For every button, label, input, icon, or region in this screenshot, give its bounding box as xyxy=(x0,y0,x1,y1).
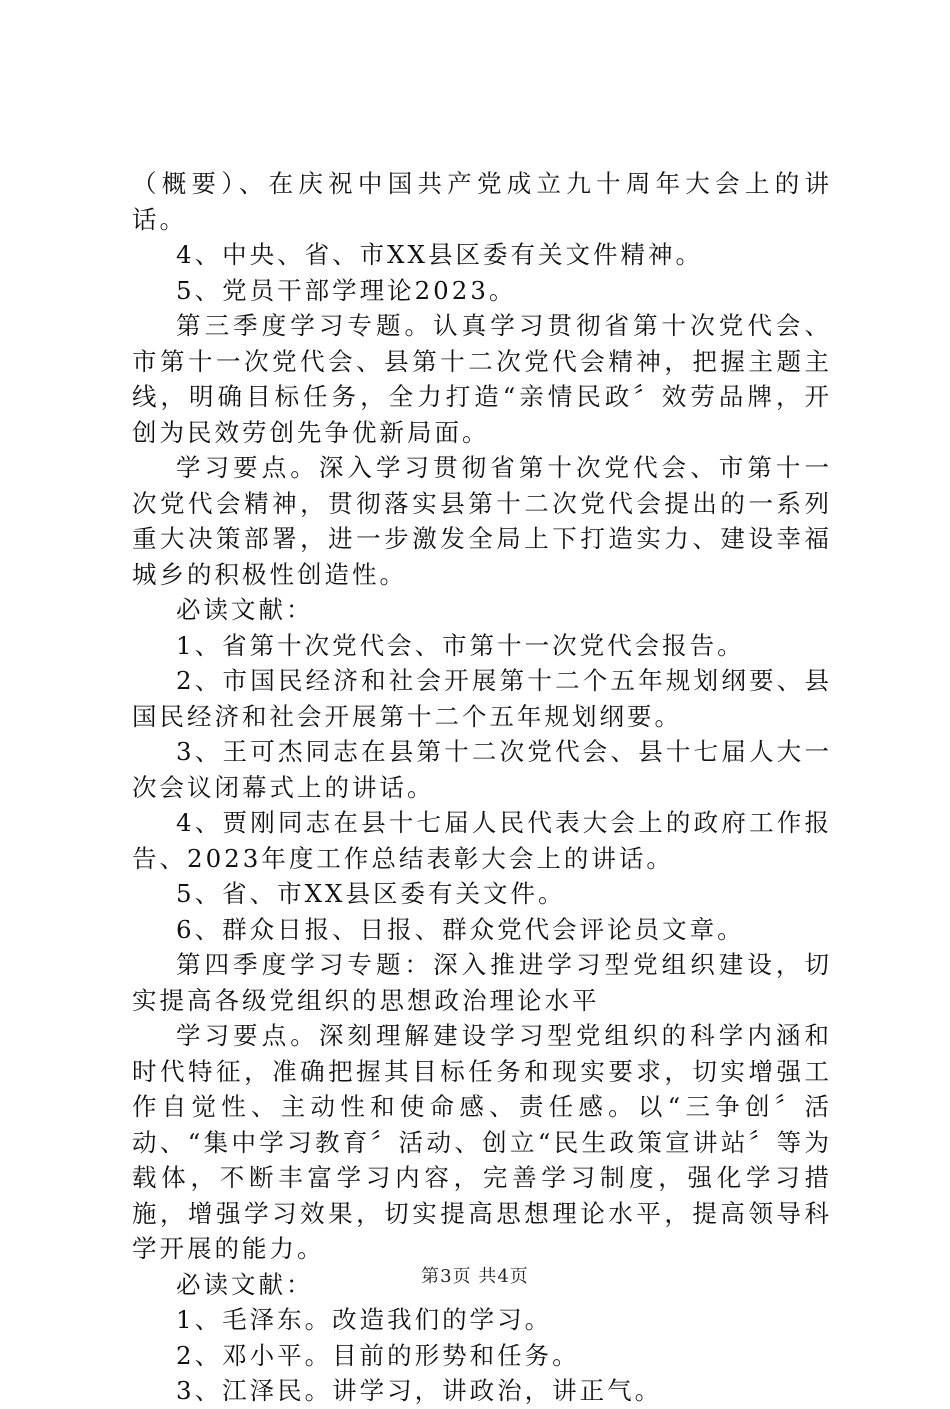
list-item: 1、毛泽东。改造我们的学习。 xyxy=(176,1305,553,1334)
paragraph: 学习要点。深刻理解建设学习型党组织的科学内涵和时代特征，准确把握其目标任务和现实要求，切实增强工作自觉性、主动性和使命感、责任感。以“三争创〞活动、“集中学习教育〞活动、创立“民生政策宣讲站〞等为载体，不断丰富学习内容，完善学习制度，强化学习措施，增强学习效果，切实提高思想理论水平，提高领导科学开展的能力。 xyxy=(132,1021,832,1263)
list-item: 3、王可杰同志在县第十二次党代会、县十七届人大一次会议闭幕式上的讲话。 xyxy=(132,737,832,802)
list-item: 3、江泽民。讲学习，讲政治，讲正气。 xyxy=(176,1376,663,1405)
list-item: 5、省、市XX县区委有关文件。 xyxy=(176,879,566,908)
paragraph: 第四季度学习专题：深入推进学习型党组织建设，切实提高各级党组织的思想政治理论水平 xyxy=(132,950,832,1015)
list-item: 2、邓小平。目前的形势和任务。 xyxy=(176,1340,580,1370)
paragraph: 4、中央、省、市XX县区委有关文件精神。 xyxy=(176,240,703,269)
list-item: 6、群众日报、日报、群众党代会评论员文章。 xyxy=(176,914,745,944)
section-heading: 必读文献： xyxy=(176,1269,314,1299)
page-number: 第3页 共4页 xyxy=(421,1266,529,1287)
paragraph: （概要）、在庆祝中国共产党成立九十周年大会上的讲话。 xyxy=(132,169,832,234)
paragraph: 第三季度学习专题。认真学习贯彻省第十次党代会、市第十一次党代会、县第十二次党代会精神，把握主题主线，明确目标任务，全力打造“亲情民政〞效劳品牌，开创为民效劳创先争优新局面。 xyxy=(132,311,832,447)
paragraph: 5、党员干部学理论2023。 xyxy=(176,275,517,305)
document-body xyxy=(132,166,832,1409)
list-item: 2、市国民经济和社会开展第十二个五年规划纲要、县国民经济和社会开展第十二个五年规划纲要。 xyxy=(132,666,832,731)
list-item: 1、省第十次党代会、市第十一次党代会报告。 xyxy=(176,630,745,660)
list-item: 4、贾刚同志在县十七届人民代表大会上的政府工作报告、2023年度工作总结表彰大会上的讲话。 xyxy=(132,808,832,873)
section-heading: 必读文献： xyxy=(176,595,314,624)
paragraph: 学习要点。深入学习贯彻省第十次党代会、市第十一次党代会精神，贯彻落实县第十二次党代会提出的一系列重大决策部署，进一步激发全局上下打造实力、建设幸福城乡的积极性创造性。 xyxy=(132,453,832,589)
